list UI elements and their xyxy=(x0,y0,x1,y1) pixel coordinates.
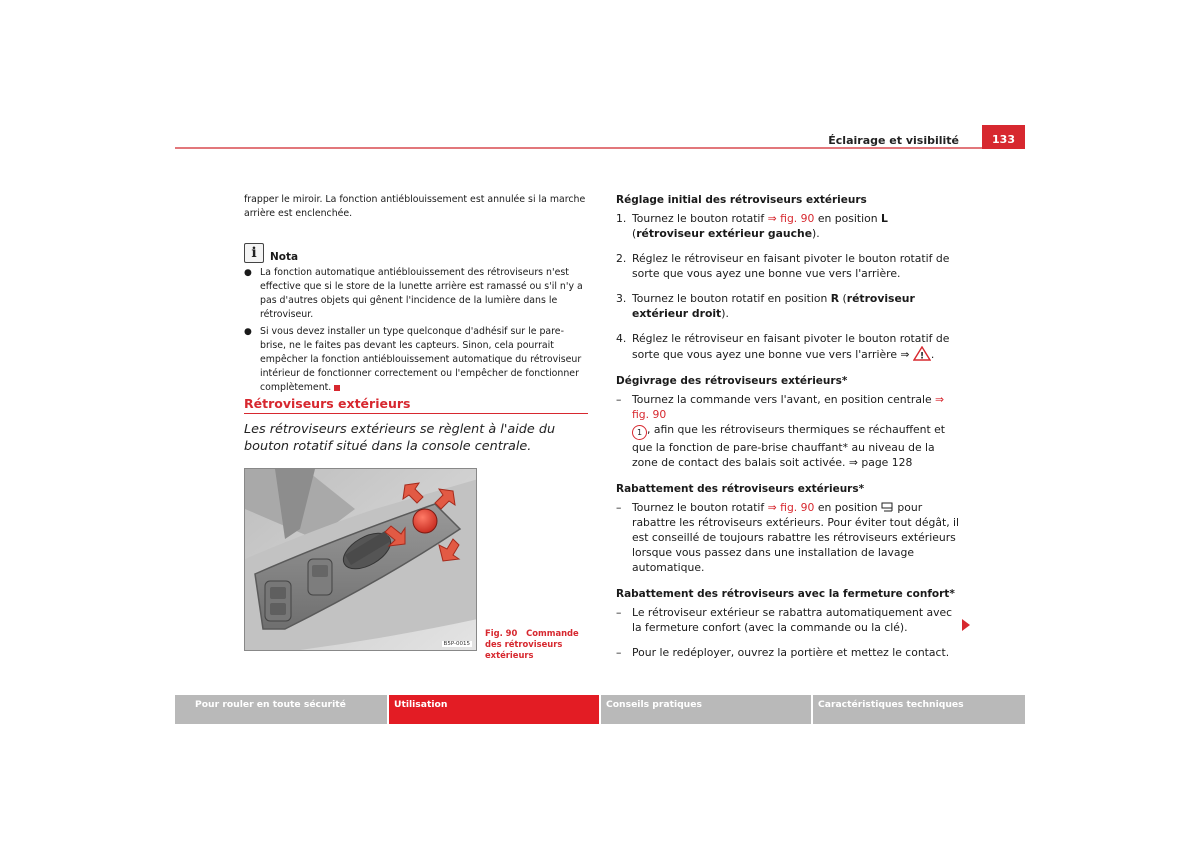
nota-label: Nota xyxy=(270,251,299,263)
dash: – xyxy=(616,646,622,659)
figure-mirror-control xyxy=(244,468,477,651)
step-number: 2. xyxy=(616,252,627,265)
step-number: 4. xyxy=(616,332,627,345)
step-text: ( xyxy=(632,227,637,240)
heading-degivrage: Dégivrage des rétroviseurs extérieurs* xyxy=(616,375,848,387)
item-text: en position xyxy=(814,501,881,514)
item-text: Le rétroviseur extérieur se rabattra automatiquement avec la fermeture confort (avec la commande ou la clé). xyxy=(632,606,953,634)
end-marker-icon xyxy=(334,385,340,391)
position-label: L xyxy=(880,212,888,225)
step-text: . xyxy=(930,348,935,361)
right-column xyxy=(616,193,961,660)
figure-code: B5P-0015 xyxy=(443,641,470,647)
item-text: , afin que les rétroviseurs thermiques se réchauffent et que la fonction de pare-brise chauffant* au niveau de la zone de contact des balais soit activée. ⇒ page 128 xyxy=(632,423,946,469)
callout-number: 1 xyxy=(632,425,647,440)
left-column xyxy=(244,193,588,395)
continued-paragraph: frapper le miroir. La fonction antiéblouissement est annulée si la marche arrière est enclenchée. xyxy=(244,194,586,219)
step-text: ). xyxy=(812,227,820,240)
step-text: Réglez le rétroviseur en faisant pivoter le bouton rotatif de sorte que vous ayez une bonne vue vers l'arrière. xyxy=(632,252,950,280)
chapter-title: Éclairage et visibilité xyxy=(828,134,959,147)
footer-tab-caracteristiques[interactable]: Caractéristiques techniques xyxy=(813,695,1025,724)
step-3 xyxy=(616,291,961,321)
item-text: Pour le redéployer, ouvrez la portière et mettez le contact. xyxy=(632,646,950,659)
degivrage-item xyxy=(616,392,961,470)
step-1 xyxy=(616,211,961,241)
nota-header xyxy=(244,243,588,263)
position-description: rétroviseur extérieur droit xyxy=(632,292,915,320)
dash: – xyxy=(616,501,622,514)
step-text: Tournez le bouton rotatif xyxy=(632,212,768,225)
position-description: rétroviseur extérieur gauche xyxy=(636,227,813,240)
step-4 xyxy=(616,331,961,362)
page-number: 133 xyxy=(982,125,1025,149)
dash: – xyxy=(616,606,622,619)
figure-caption-text: Commande des rétroviseurs extérieurs xyxy=(485,628,579,660)
warning-triangle-icon[interactable] xyxy=(913,346,931,361)
header-rule xyxy=(175,147,1025,149)
figure-caption xyxy=(485,628,595,661)
figure-caption-ref: Fig. 90 xyxy=(485,628,518,638)
step-text: ). xyxy=(721,307,729,320)
confort-item xyxy=(616,605,961,635)
item-text: Tournez le bouton rotatif xyxy=(632,501,768,514)
figure-link[interactable]: ⇒ fig. 90 xyxy=(767,212,815,225)
footer-tab-securite[interactable]: Pour rouler en toute sécurité xyxy=(175,695,387,724)
nota-bullet-text: La fonction automatique antiéblouissement des rétroviseurs n'est effective que si le store de la lunette arrière est ramassé ou s'il n'y a pas d'autres objets qui gênent l'incidence de la lumière dans le rétroviseur. xyxy=(260,267,583,320)
svg-text:!: ! xyxy=(919,351,924,361)
section-intro: Les rétroviseurs extérieurs se règlent à l'aide du bouton rotatif situé dans la console centrale. xyxy=(244,422,556,454)
item-text: Tournez la commande vers l'avant, en position centrale xyxy=(632,393,936,406)
position-label: R xyxy=(830,292,840,305)
rabattement-item xyxy=(616,500,961,575)
heading-reglage: Réglage initial des rétroviseurs extérieurs xyxy=(616,194,867,206)
step-text: Réglez le rétroviseur en faisant pivoter le bouton rotatif de sorte que vous ayez une bonne vue vers l'arrière ⇒ xyxy=(632,332,950,361)
step-text: en position xyxy=(814,212,881,225)
footer-tab-utilisation[interactable]: Utilisation xyxy=(389,695,599,724)
heading-rabattement: Rabattement des rétroviseurs extérieurs* xyxy=(616,483,865,495)
step-number: 1. xyxy=(616,212,627,225)
nota-bullet-text: Si vous devez installer un type quelconque d'adhésif sur le pare-brise, ne le faites pas devant les capteurs. Sinon, cela pourrait empêcher la fonction antiéblouissement automatique du rétroviseur intérieur de fonctionner correctement ou l'empêcher de fonctionner complètement. xyxy=(260,326,582,393)
step-text: Tournez le bouton rotatif en position xyxy=(632,292,831,305)
heading-fermeture-confort: Rabattement des rétroviseurs avec la fermeture confort* xyxy=(616,588,955,600)
info-icon: i xyxy=(244,243,264,263)
step-number: 3. xyxy=(616,292,627,305)
step-text: ( xyxy=(839,292,847,305)
dash: – xyxy=(616,393,622,406)
mirror-control-illustration xyxy=(245,469,477,651)
figure-link[interactable]: ⇒ fig. 90 xyxy=(632,393,945,421)
figure-link[interactable]: ⇒ fig. 90 xyxy=(767,501,815,514)
bullet-dot-icon: ● xyxy=(244,268,252,278)
nota-bullet xyxy=(244,266,588,322)
section-title: Rétroviseurs extérieurs xyxy=(244,396,588,414)
item-text: pour rabattre les rétroviseurs extérieurs. Pour éviter tout dégât, il est conseillé de toujours rabattre les rétroviseurs extérieurs lorsque vous passez dans une installation de lavage automatique. xyxy=(632,501,960,574)
step-2 xyxy=(616,251,961,281)
footer-tab-conseils[interactable]: Conseils pratiques xyxy=(601,695,811,724)
next-page-arrow-icon[interactable] xyxy=(962,619,970,631)
folded-mirror-icon xyxy=(881,501,894,513)
footer-nav xyxy=(175,695,1025,724)
bullet-dot-icon: ● xyxy=(244,327,252,337)
nota-bullet xyxy=(244,325,588,395)
confort-item xyxy=(616,645,961,660)
